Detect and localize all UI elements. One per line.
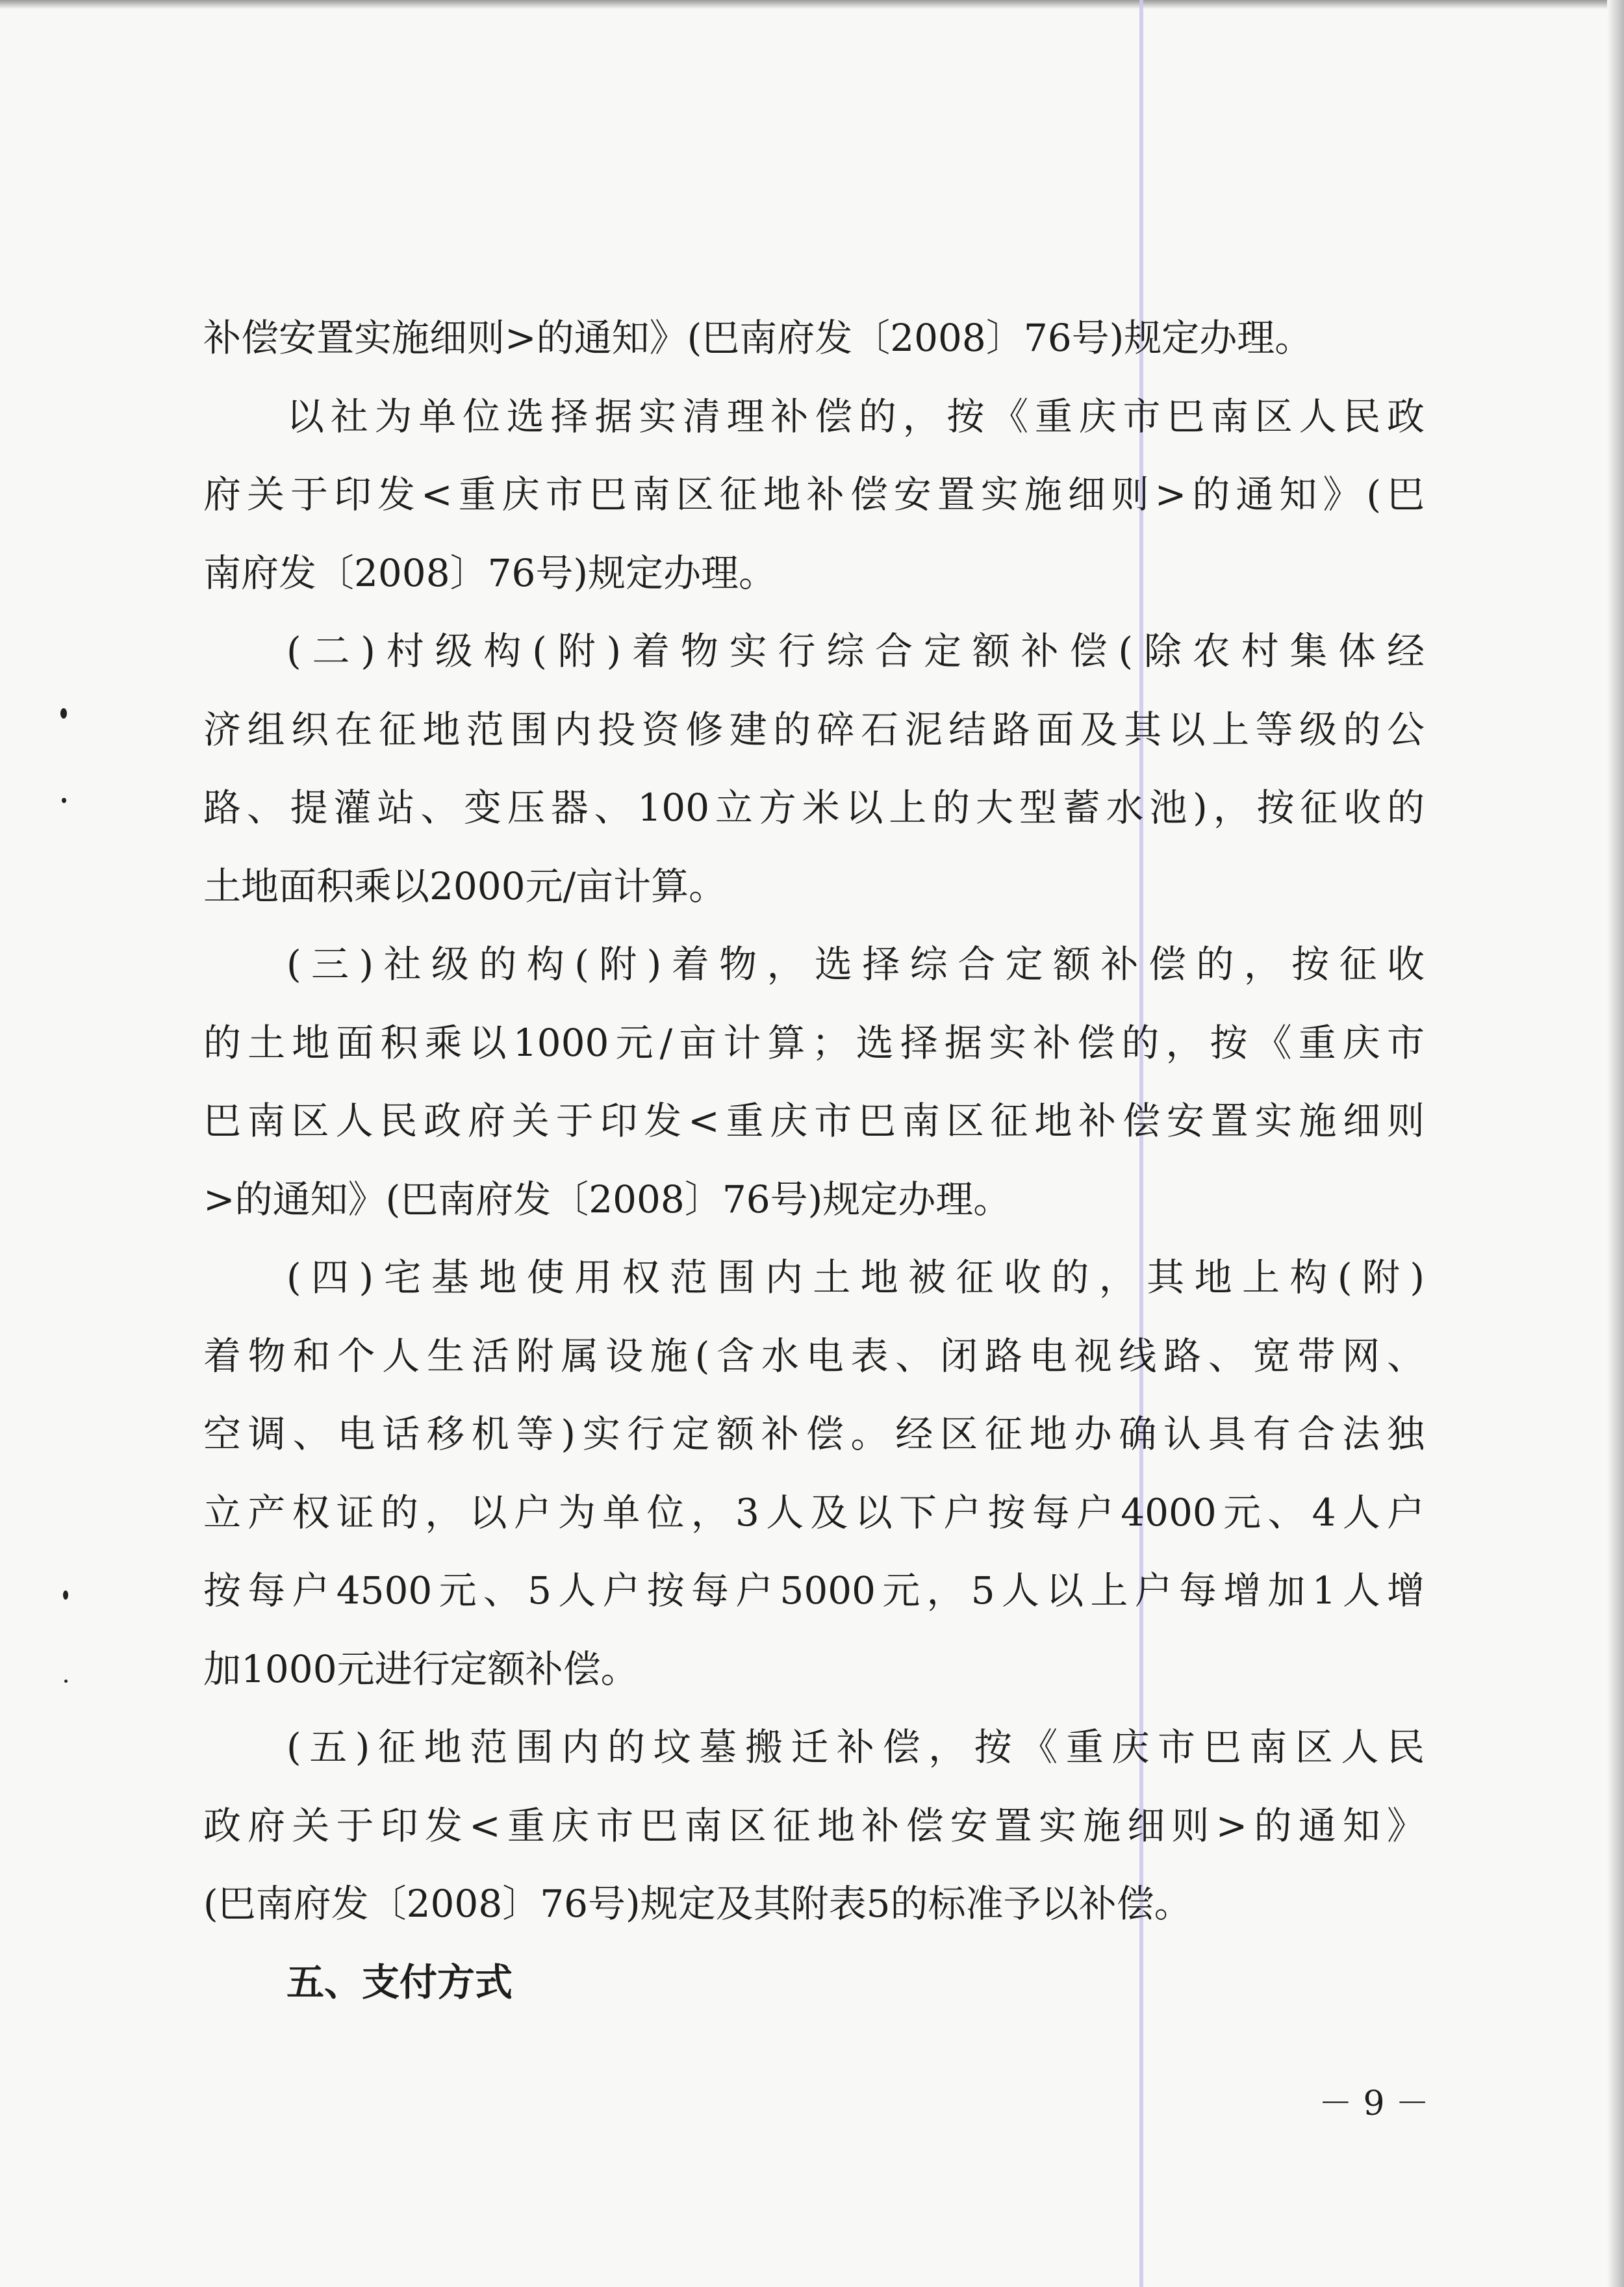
text-line: 南府发〔2008〕76号)规定办理。 xyxy=(203,550,777,595)
text-line: 的土地面积乘以1000元/亩计算；选择据实补偿的，按《重庆市 xyxy=(203,1020,1425,1065)
scan-right-edge xyxy=(1607,0,1624,2287)
text-line: 立产权证的，以户为单位，3人及以下户按每户4000元、4人户 xyxy=(203,1490,1425,1535)
text-line: 巴南区人民政府关于印发<重庆市巴南区征地补偿安置实施细则 xyxy=(203,1099,1425,1143)
text-line: 路、提灌站、变压器、100立方米以上的大型蓄水池)，按征收的 xyxy=(203,786,1425,830)
margin-mark xyxy=(63,1591,68,1600)
text-line: 土地面积乘以2000元/亩计算。 xyxy=(203,863,727,908)
text-line: 按每户4500元、5人户按每户5000元，5人以上户每增加1人增 xyxy=(203,1568,1425,1613)
text-line: (五)征地范围内的坟墓搬迁补偿，按《重庆市巴南区人民 xyxy=(286,1725,1425,1769)
text-line: (三)社级的构(附)着物，选择综合定额补偿的，按征收 xyxy=(286,942,1425,986)
text-line: 补偿安置实施细则>的通知》(巴南府发〔2008〕76号)规定办理。 xyxy=(203,316,1313,360)
text-line: (巴南府发〔2008〕76号)规定及其附表5的标准予以补偿。 xyxy=(203,1882,1192,1926)
text-line: >的通知》(巴南府发〔2008〕76号)规定办理。 xyxy=(203,1177,1011,1221)
text-line: (二)村级构(附)着物实行综合定额补偿(除农村集体经 xyxy=(286,629,1425,673)
text-line: 加1000元进行定额补偿。 xyxy=(203,1646,639,1691)
text-line: (四)宅基地使用权范围内土地被征收的，其地上构(附) xyxy=(286,1255,1425,1299)
scan-top-edge xyxy=(0,0,1624,9)
text-line: 济组织在征地范围内投资修建的碎石泥结路面及其以上等级的公 xyxy=(203,707,1425,752)
page-number: － 9 － xyxy=(1318,2084,1430,2123)
text-line: 府关于印发<重庆市巴南区征地补偿安置实施细则>的通知》(巴 xyxy=(203,472,1425,517)
margin-mark xyxy=(64,1680,68,1683)
text-line: 政府关于印发<重庆市巴南区征地补偿安置实施细则>的通知》 xyxy=(203,1803,1425,1848)
document-body xyxy=(203,299,1425,2021)
text-line: 着物和个人生活附属设施(含水电表、闭路电视线路、宽带网、 xyxy=(203,1333,1425,1378)
margin-mark xyxy=(62,798,66,803)
margin-mark xyxy=(60,708,67,719)
text-line: 以社为单位选择据实清理补偿的，按《重庆市巴南区人民政 xyxy=(286,394,1425,439)
section-heading: 五、支付方式 xyxy=(286,1960,513,2004)
text-line: 空调、电话移机等)实行定额补偿。经区征地办确认具有合法独 xyxy=(203,1412,1425,1456)
